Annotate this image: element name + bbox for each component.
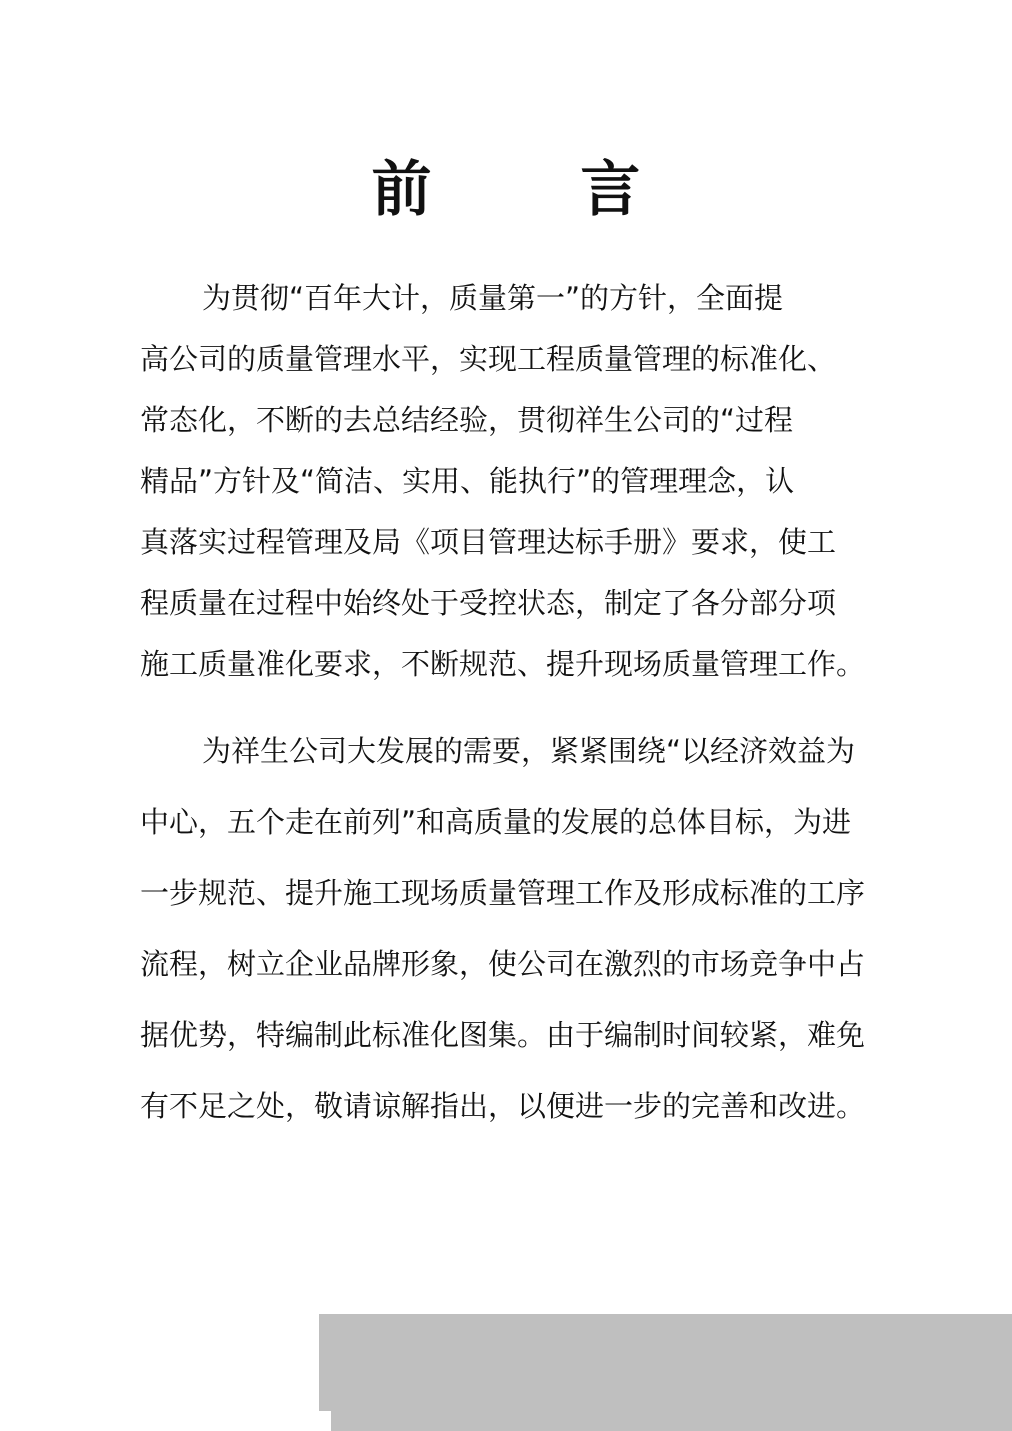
paragraph-line: 一步规范、提升施工现场质量管理工作及形成标准的工序 xyxy=(140,876,866,910)
preface-paragraph-1 xyxy=(140,268,900,695)
paragraph-line: 中心，五个走在前列”和高质量的发展的总体目标，为进 xyxy=(140,805,852,839)
paragraph-line: 高公司的质量管理水平，实现工程质量管理的标准化、 xyxy=(140,342,837,376)
paragraph-line: 为贯彻“百年大计，质量第一”的方针，全面提 xyxy=(202,281,784,315)
paragraph-line: 程质量在过程中始终处于受控状态，制定了各分部分项 xyxy=(140,586,837,620)
paragraph-line: 有不足之处，敬请谅解指出，以便进一步的完善和改进。 xyxy=(140,1089,866,1123)
paragraph-line: 真落实过程管理及局《项目管理达标手册》要求，使工 xyxy=(140,525,837,559)
paragraph-line: 施工质量准化要求，不断规范、提升现场质量管理工作。 xyxy=(140,647,866,681)
paragraph-line: 精品”方针及“简洁、实用、能执行”的管理理念，认 xyxy=(140,464,795,498)
preface-paragraph-2 xyxy=(140,716,910,1142)
paragraph-line: 流程，树立企业品牌形象，使公司在激烈的市场竞争中占 xyxy=(140,947,866,981)
paragraph-line: 为祥生公司大发展的需要，紧紧围绕“以经济效益为 xyxy=(202,734,856,768)
paragraph-line: 常态化，不断的去总结经验，贯彻祥生公司的“过程 xyxy=(140,403,794,437)
page-title: 前 言 xyxy=(371,155,705,225)
paragraph-line: 据优势，特编制此标准化图集。由于编制时间较紧，难免 xyxy=(140,1018,866,1052)
footer-gray-bar-lower xyxy=(331,1408,1012,1431)
footer-gray-bar xyxy=(319,1314,1012,1411)
